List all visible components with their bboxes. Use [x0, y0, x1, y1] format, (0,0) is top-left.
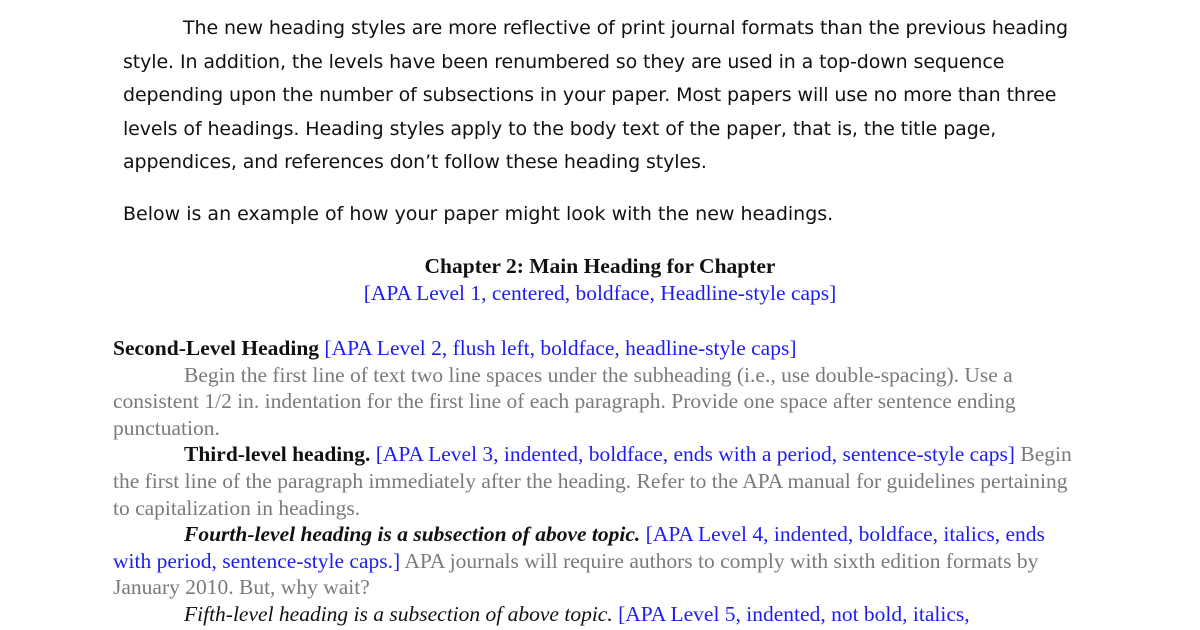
- example-intro-paragraph: Below is an example of how your paper might look with the new headings.: [123, 203, 834, 225]
- level-1-note: [APA Level 1, centered, boldface, Headline-style caps]: [363, 280, 837, 305]
- level-2-body: Begin the first line of text two line spaces under the subheading (i.e., use double-spacing). Use a consistent 1/2 in. indentation for the first line of each paragraph. Provide one space after sentence ending punctuation.: [113, 362, 1016, 440]
- intro-paragraph: The new heading styles are more reflective of print journal formats than the previous heading style. In addition, the levels have been renumbered so they are used in a top-down sequence depending upon the number of subsections in your paper. Most papers will use no more than three levels of headings. Heading styles apply to the body text of the paper, that is, the title page, appendices, and references don’t follow these heading styles.: [123, 17, 1068, 173]
- level-3-block: [113, 441, 1088, 521]
- level-5-block: [113, 601, 1088, 628]
- level-4-heading: Fourth-level heading is a subsection of above topic.: [184, 522, 641, 547]
- level-3-body: Begin the first line of the paragraph immediately after the heading. Refer to the APA manual for guidelines pertaining to capitalization in headings.: [113, 442, 1072, 520]
- level-5-heading: Fifth-level heading is a subsection of above topic.: [184, 601, 613, 626]
- level-2-block: [113, 335, 1088, 362]
- level-4-body: APA journals will require authors to comply with sixth edition formats by January 2010. But, why wait?: [113, 548, 1039, 600]
- level-2-heading: Second-Level Heading: [113, 336, 320, 360]
- level-2-note: [APA Level 2, flush left, boldface, headline-style caps]: [324, 336, 797, 360]
- level-1-heading-block: [0, 253, 1200, 306]
- heading-examples: [113, 335, 1088, 628]
- level-5-note: [APA Level 5, indented, not bold, italics,: [618, 601, 970, 626]
- level-4-block: [113, 521, 1088, 601]
- level-2-paragraph: [113, 362, 1088, 442]
- example-intro-section: [123, 198, 1098, 231]
- level-3-note: [APA Level 3, indented, boldface, ends with a period, sentence-style caps]: [375, 442, 1015, 467]
- intro-section: [123, 12, 1098, 180]
- level-4-note: [APA Level 4, indented, boldface, italics, ends with period, sentence-style caps.]: [113, 522, 1045, 573]
- level-1-heading: Chapter 2: Main Heading for Chapter: [424, 254, 776, 278]
- level-3-heading: Third-level heading.: [184, 442, 371, 467]
